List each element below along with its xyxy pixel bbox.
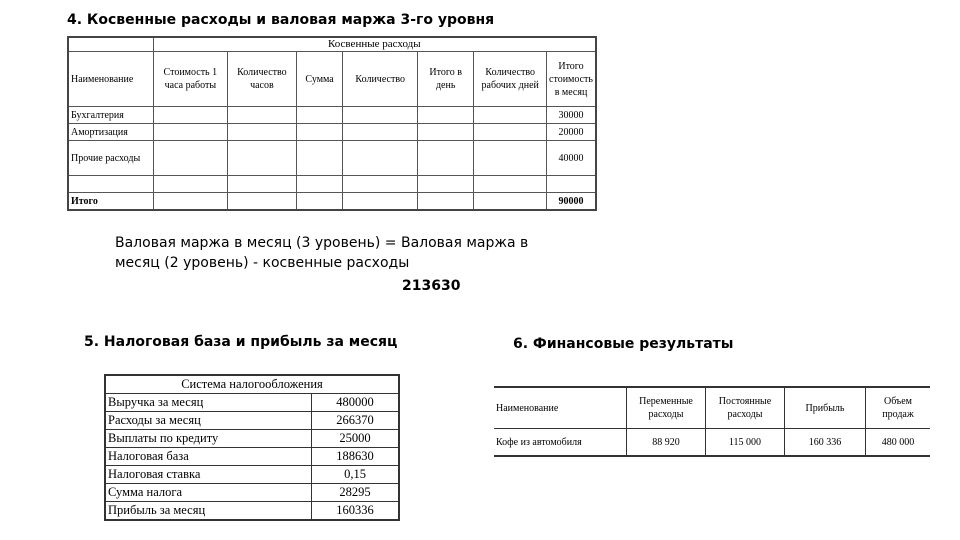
table-row <box>105 466 399 484</box>
column-header: Сумма <box>296 52 343 107</box>
row-total: 40000 <box>547 141 596 176</box>
column-header: Наименование <box>496 402 559 414</box>
table-row <box>105 412 399 430</box>
financial-results-table <box>494 386 930 457</box>
table-row <box>105 430 399 448</box>
row-value: 266370 <box>312 412 400 430</box>
table-caption: Косвенные расходы <box>153 37 596 52</box>
row-value: 480000 <box>312 394 400 412</box>
row-label: Выплаты по кредиту <box>105 430 312 448</box>
row-total: 20000 <box>547 124 596 141</box>
row-label: Выручка за месяц <box>105 394 312 412</box>
column-header: Количество рабочих дней <box>474 52 547 107</box>
row-value: 160336 <box>312 502 400 521</box>
row-label: Прибыль за месяц <box>105 502 312 521</box>
row-label: Сумма налога <box>105 484 312 502</box>
row-label: Кофе из автомобиля <box>494 429 627 457</box>
row-value: 0,15 <box>312 466 400 484</box>
column-header: Количество <box>343 52 418 107</box>
row-total: 30000 <box>547 107 596 124</box>
row-value: 188630 <box>312 448 400 466</box>
table-row <box>105 394 399 412</box>
row-label <box>68 176 153 193</box>
column-header: Постоянные расходы <box>706 387 785 429</box>
table-row <box>68 124 596 141</box>
row-label: Расходы за месяц <box>105 412 312 430</box>
row-label: Налоговая база <box>105 448 312 466</box>
table-cell: 115 000 <box>706 429 785 457</box>
row-value: 25000 <box>312 430 400 448</box>
row-label: Прочие расходы <box>68 141 153 176</box>
column-header: Прибыль <box>785 387 866 429</box>
table-row <box>494 429 930 457</box>
row-label: Налоговая ставка <box>105 466 312 484</box>
section4-heading: 4. Косвенные расходы и валовая маржа 3-го уровня <box>67 12 495 28</box>
row-label: Амортизация <box>68 124 153 141</box>
table-row <box>68 176 596 193</box>
row-total: 90000 <box>547 193 596 211</box>
table-cell <box>68 37 153 52</box>
table-cell: 88 920 <box>627 429 706 457</box>
column-header: Стоимость 1 часа работы <box>153 52 227 107</box>
section5-heading: 5. Налоговая база и прибыль за месяц <box>84 334 398 350</box>
table-cell: 480 000 <box>866 429 931 457</box>
table-cell: 160 336 <box>785 429 866 457</box>
table-row <box>105 502 399 521</box>
indirect-costs-table <box>67 36 597 211</box>
column-header: Наименование <box>68 52 153 107</box>
tax-system-table <box>104 374 400 521</box>
column-header: Итого стоимость в месяц <box>547 52 596 107</box>
row-label: Бухгалтерия <box>68 107 153 124</box>
table-row <box>105 484 399 502</box>
row-total <box>547 176 596 193</box>
row-value: 28295 <box>312 484 400 502</box>
table-caption: Система налогообложения <box>105 375 399 394</box>
column-header: Итого в день <box>417 52 473 107</box>
table-row <box>68 193 596 211</box>
column-header: Объем продаж <box>866 387 931 429</box>
gross-margin-formula: Валовая маржа в месяц (3 уровень) = Валовая маржа в месяц (2 уровень) - косвенные расходы <box>115 235 529 271</box>
row-label: Итого <box>68 193 153 211</box>
column-header: Количество часов <box>228 52 297 107</box>
gross-margin-value: 213630 <box>402 278 461 294</box>
section6-heading: 6. Финансовые результаты <box>513 336 734 352</box>
table-row <box>68 107 596 124</box>
table-row <box>68 141 596 176</box>
column-header: Переменные расходы <box>627 387 706 429</box>
table-row <box>105 448 399 466</box>
